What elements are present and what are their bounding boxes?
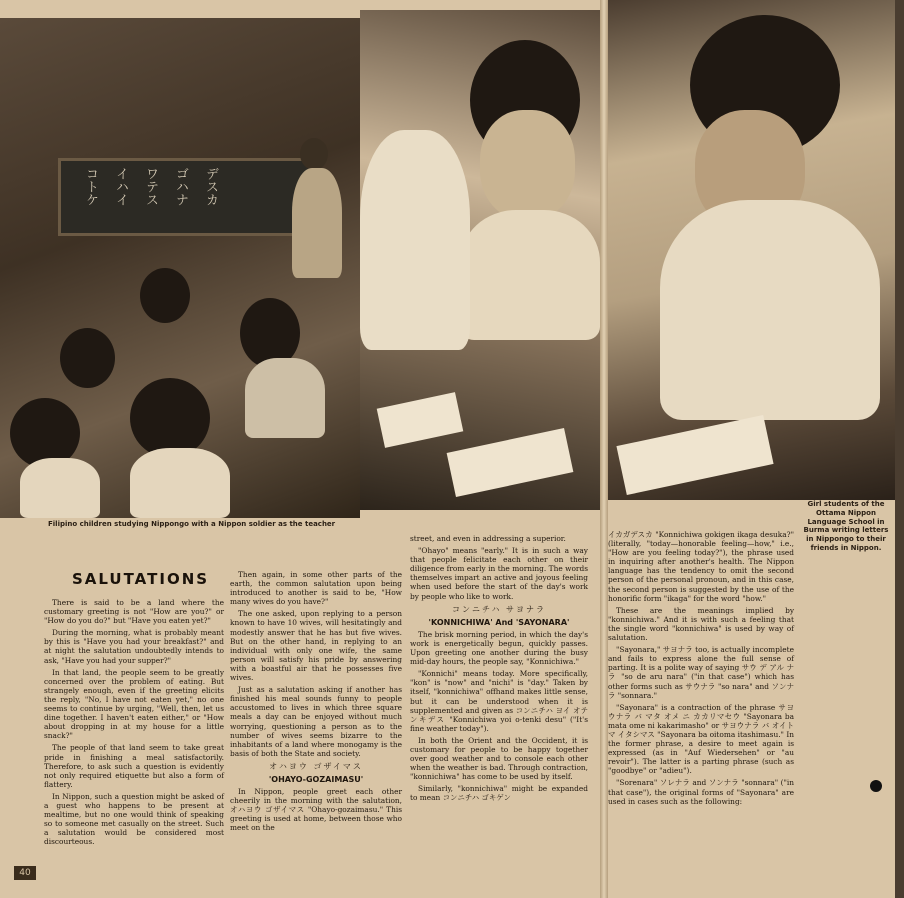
- paragraph: Similarly, "konnichiwa" might be expanded to mean コンニチハ ゴキゲン: [410, 784, 588, 803]
- paragraph: "Sayonara," サヨナラ too, is actually incomplete and fails to express alone the full sense of parting. It is a polite way of saying サウ デ アル ナラ "so de aru nara" ("in that case") which has other forms such as サウナラ "so nara" and ソンナラ "sonnara.": [608, 645, 794, 700]
- photo-caption: Filipino children studying Nippongo with a Nippon soldier as the teacher: [48, 520, 336, 528]
- paragraph: During the morning, what is probably meant by this is "Have you had your breakfast?" and at night the salutation undoubtedly intends to ask, "Have you had your supper?": [44, 628, 224, 665]
- page-number: 40: [14, 866, 36, 880]
- paragraph: There is said to be a land where the customary greeting is not "How are you?" or "How do you do?" but "Have you eaten yet?": [44, 598, 224, 626]
- ink-dot: [870, 780, 882, 792]
- paragraph: street, and even in addressing a superior.: [410, 534, 566, 543]
- section-heading-kana: オハヨウ ゴザイマス: [269, 761, 363, 771]
- blackboard-text: デスカ: [203, 167, 218, 206]
- section-heading: 'KONNICHIWA' And 'SAYONARA': [428, 617, 570, 627]
- students-photo: [600, 0, 895, 500]
- blackboard-text: コトケ: [83, 167, 98, 206]
- paragraph: In Nippon, such a question might be asked of a guest who happens to be present at mealtime, but no one would think of speaking so to someone met casually on the street. Such a salutation would be considered most discourteous.: [44, 791, 224, 847]
- paragraph: "Sayonara" is a contraction of the phrase サヨウナラ バ マタ オメ ニ カカリマセウ "Sayonara ba mata ome ni kakarimasho" or サヨウナラ バ オイトマ イタシマス "Sayonara ba oitoma itashimasu." In the former phrase, a desire to meet again is expressed (as in "Auf Wiedersehen" or "au revoir"). The latter is a parting phrase (such as "goodbye" or "adieu").: [608, 702, 794, 776]
- blackboard: [58, 158, 314, 236]
- child-figure: [130, 448, 230, 518]
- page-gutter: [600, 0, 608, 898]
- child-figure: [60, 328, 115, 388]
- student-blouse: [660, 200, 880, 420]
- paragraph: イカガデスカ "Konnichiwa gokigen ikaga desuka?" (literally, "today—honorable feeling—how," i.e., "How are you feeling today?"), the phrase used in inquiring after another's health. The Nippon language has the tendency to omit the second person of the personal pronoun, and in this case, the second person is suggested by the use of the honorific form "ikaga" for the word "how.": [608, 530, 794, 603]
- photo-caption: Girl students of the Ottama Nippon Language School in Burma writing letters in Nippongo to their friends in Nippon.: [803, 500, 889, 552]
- blackboard-text: ゴハナ: [173, 167, 188, 206]
- section-heading-kana: コンニチハ サヨナラ: [451, 604, 547, 614]
- soldier-figure: [292, 168, 342, 278]
- text-column-1: [44, 598, 224, 849]
- paragraph: Then again, in some other parts of the earth, the common salutation upon being introduced to another is said to be, "How many wives do you have?": [230, 570, 402, 607]
- letter-paper: [377, 392, 464, 448]
- text-column-2: [230, 570, 402, 836]
- paragraph: In Nippon, people greet each other cheerily in the morning with the salutation, オハヨウ ゴザイマス "Ohayo-gozaimasu." This greeting is used at home, between those who meet on the: [230, 787, 402, 833]
- paragraph: Just as a salutation asking if another has finished his meal sounds funny to people accustomed to lives in which three square meals a day can be enjoyed without much worrying, questioning a person as to the number of wives seems bizarre to the inhabitants of a land where monogamy is the basis of both the State and society.: [230, 685, 402, 758]
- paragraph: "Konnichi" means today. More specifically, "kon" is "now" and "nichi" is "day." Taken by itself, "konnichiwa" offhand makes little sense, but it can be understood when it is supplemented and given as コンニチハ ヨイ オテンキデス "Konnichiwa yoi o-tenki desu" ("It's fine weather today").: [410, 669, 588, 733]
- soldier-figure: [300, 138, 328, 170]
- article-title: SALUTATIONS: [72, 570, 210, 588]
- student-blouse: [460, 210, 600, 340]
- child-figure: [140, 268, 190, 323]
- section-heading: 'OHAYO-GOZAIMASU': [268, 774, 364, 784]
- paragraph: These are the meanings implied by "konnichiwa." And it is with such a feeling that the single word "konnichiwa" is used by way of salutation.: [608, 605, 794, 643]
- blackboard-text: ワテス: [143, 167, 158, 206]
- child-figure: [245, 358, 325, 438]
- paragraph: In that land, the people seem to be greatly concerned over the problem of eating. But strangely enough, even if the greeting elicits the reply, "No, I have not eaten yet," no one seems to continue by urging, "Well, then, let us dine together. I haven't eaten either," or "How about dropping in at my house for a little snack?": [44, 667, 224, 741]
- child-figure: [20, 458, 100, 518]
- students-photo: [360, 10, 600, 510]
- text-column-4: [608, 530, 794, 809]
- letter-paper: [447, 428, 574, 497]
- blackboard-text: イハイ: [113, 167, 128, 206]
- paragraph: "Ohayo" means "early." It is in such a way that people felicitate each other on their diligence from early in the morning. The words themselves impart an active and joyous feeling when used before the start of the day's work by people who like to work.: [410, 546, 588, 601]
- paragraph: "Sorenara" ソレナラ and ソンナラ "sonnara" ("in that case"), the original forms of "Sayonara" are used in cases such as the following:: [608, 778, 794, 806]
- student-face: [480, 110, 575, 220]
- text-column-3: [410, 534, 588, 806]
- classroom-photo: [0, 18, 360, 518]
- page-edge: [895, 0, 904, 898]
- paragraph: The one asked, upon replying to a person known to have 10 wives, will hesitatingly and modestly answer that he has but five wives. But on the other hand, in replying to an individual with only one wife, the same person will satisfy his pride by answering with a boastful air that he possesses five wives.: [230, 609, 402, 683]
- letter-paper: [616, 415, 773, 495]
- student-blouse: [360, 130, 470, 350]
- paragraph: The brisk morning period, in which the day's work is energetically begun, quickly passes. Upon greeting one another during the busy mid-day hours, the people say, "Konnichiwa.": [410, 629, 588, 667]
- paragraph: In both the Orient and the Occident, it is customary for people to be happy together over good weather and to console each other when the weather is bad. Through contraction, "konnichiwa" has come to be used by itself.: [410, 735, 588, 782]
- child-figure: [130, 378, 210, 458]
- paragraph: The people of that land seem to take great pride in finishing a meal satisfactorily. Therefore, to ask such a question is evidently not only required etiquette but also a form of flattery.: [44, 743, 224, 789]
